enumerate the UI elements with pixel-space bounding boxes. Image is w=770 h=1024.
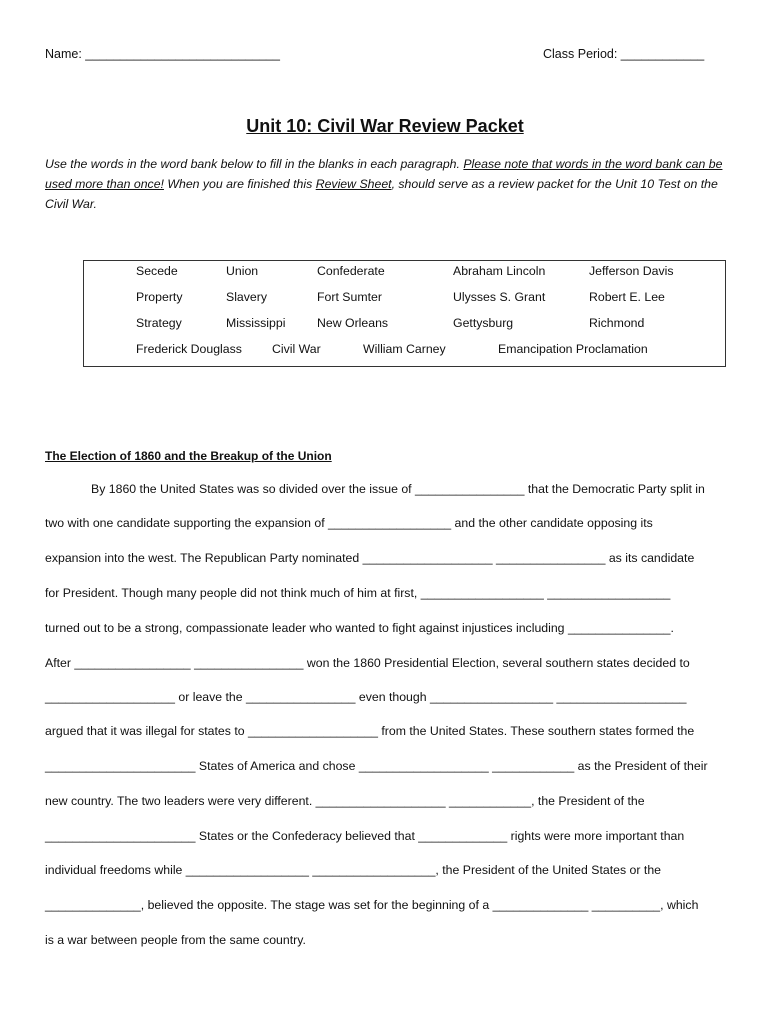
word-bank-item: Property <box>136 290 183 304</box>
paragraph-line: By 1860 the United States was so divided over the issue of ________________ that the Democratic Party split in <box>91 482 705 496</box>
word-bank-item: William Carney <box>363 342 446 356</box>
word-bank-item: Fort Sumter <box>317 290 382 304</box>
word-bank-item: Mississippi <box>226 316 286 330</box>
word-bank-item: Union <box>226 264 259 278</box>
word-bank-item: New Orleans <box>317 316 389 330</box>
review-sheet-term: Review Sheet <box>315 177 392 191</box>
paragraph-line: ______________, believed the opposite. The stage was set for the beginning of a ______________ __________, which <box>45 898 699 912</box>
class-period-field-label: Class Period: ____________ <box>543 47 705 61</box>
paragraph-line: ___________________ or leave the ________________ even though __________________ ___________________ <box>45 690 687 704</box>
word-bank-item: Confederate <box>317 264 385 278</box>
paragraph-line: two with one candidate supporting the expansion of __________________ and the other candidate opposing its <box>45 516 653 530</box>
paragraph-line: After _________________ ________________ won the 1860 Presidential Election, several southern states decided to <box>45 656 690 670</box>
word-bank-item: Ulysses S. Grant <box>453 290 546 304</box>
paragraph-line: argued that it was illegal for states to ___________________ from the United States. These southern states formed the <box>45 724 695 738</box>
word-bank-item: Frederick Douglass <box>136 342 242 356</box>
paragraph-line: is a war between people from the same country. <box>45 933 306 947</box>
paragraph-line: turned out to be a strong, compassionate leader who wanted to fight against injustices including _______________. <box>45 621 674 635</box>
paragraph-line: expansion into the west. The Republican Party nominated ___________________ ________________ as its candidate <box>45 551 695 565</box>
page-title: Unit 10: Civil War Review Packet <box>246 116 524 136</box>
instructions-note: Please note that words in the word bank can be used more than once! <box>45 157 723 191</box>
instructions-text: When you are finished this <box>163 177 316 191</box>
word-bank-item: Jefferson Davis <box>589 264 674 278</box>
instructions-text: Use the words in the word bank below to fill in the blanks in each paragraph. <box>45 157 464 171</box>
word-bank-item: Abraham Lincoln <box>453 264 546 278</box>
section-heading: The Election of 1860 and the Breakup of the Union <box>45 449 332 463</box>
word-bank-item: Slavery <box>226 290 268 304</box>
word-bank-item: Secede <box>136 264 178 278</box>
word-bank-item: Robert E. Lee <box>589 290 665 304</box>
word-bank <box>83 260 726 367</box>
paragraph-line: for President. Though many people did not think much of him at first, __________________ __________________ <box>45 586 671 600</box>
paragraph-line: ______________________ States or the Confederacy believed that _____________ rights were more important than <box>45 829 685 843</box>
paragraph-line: new country. The two leaders were very different. ___________________ ____________, the President of the <box>45 794 645 808</box>
instructions <box>45 154 725 214</box>
instructions-text: , should serve as a review packet for the Unit 10 Test on the Civil War. <box>45 177 718 211</box>
word-bank-item: Civil War <box>272 342 321 356</box>
word-bank-item: Strategy <box>136 316 182 330</box>
word-bank-item: Emancipation Proclamation <box>498 342 648 356</box>
word-bank-item: Gettysburg <box>453 316 514 330</box>
paragraph-line: ______________________ States of America and chose ___________________ ____________ as the President of their <box>45 759 708 773</box>
word-bank-item: Richmond <box>589 316 645 330</box>
paragraph-line: individual freedoms while __________________ __________________, the President of the United States or the <box>45 863 661 877</box>
name-field-label: Name: ____________________________ <box>45 47 280 61</box>
